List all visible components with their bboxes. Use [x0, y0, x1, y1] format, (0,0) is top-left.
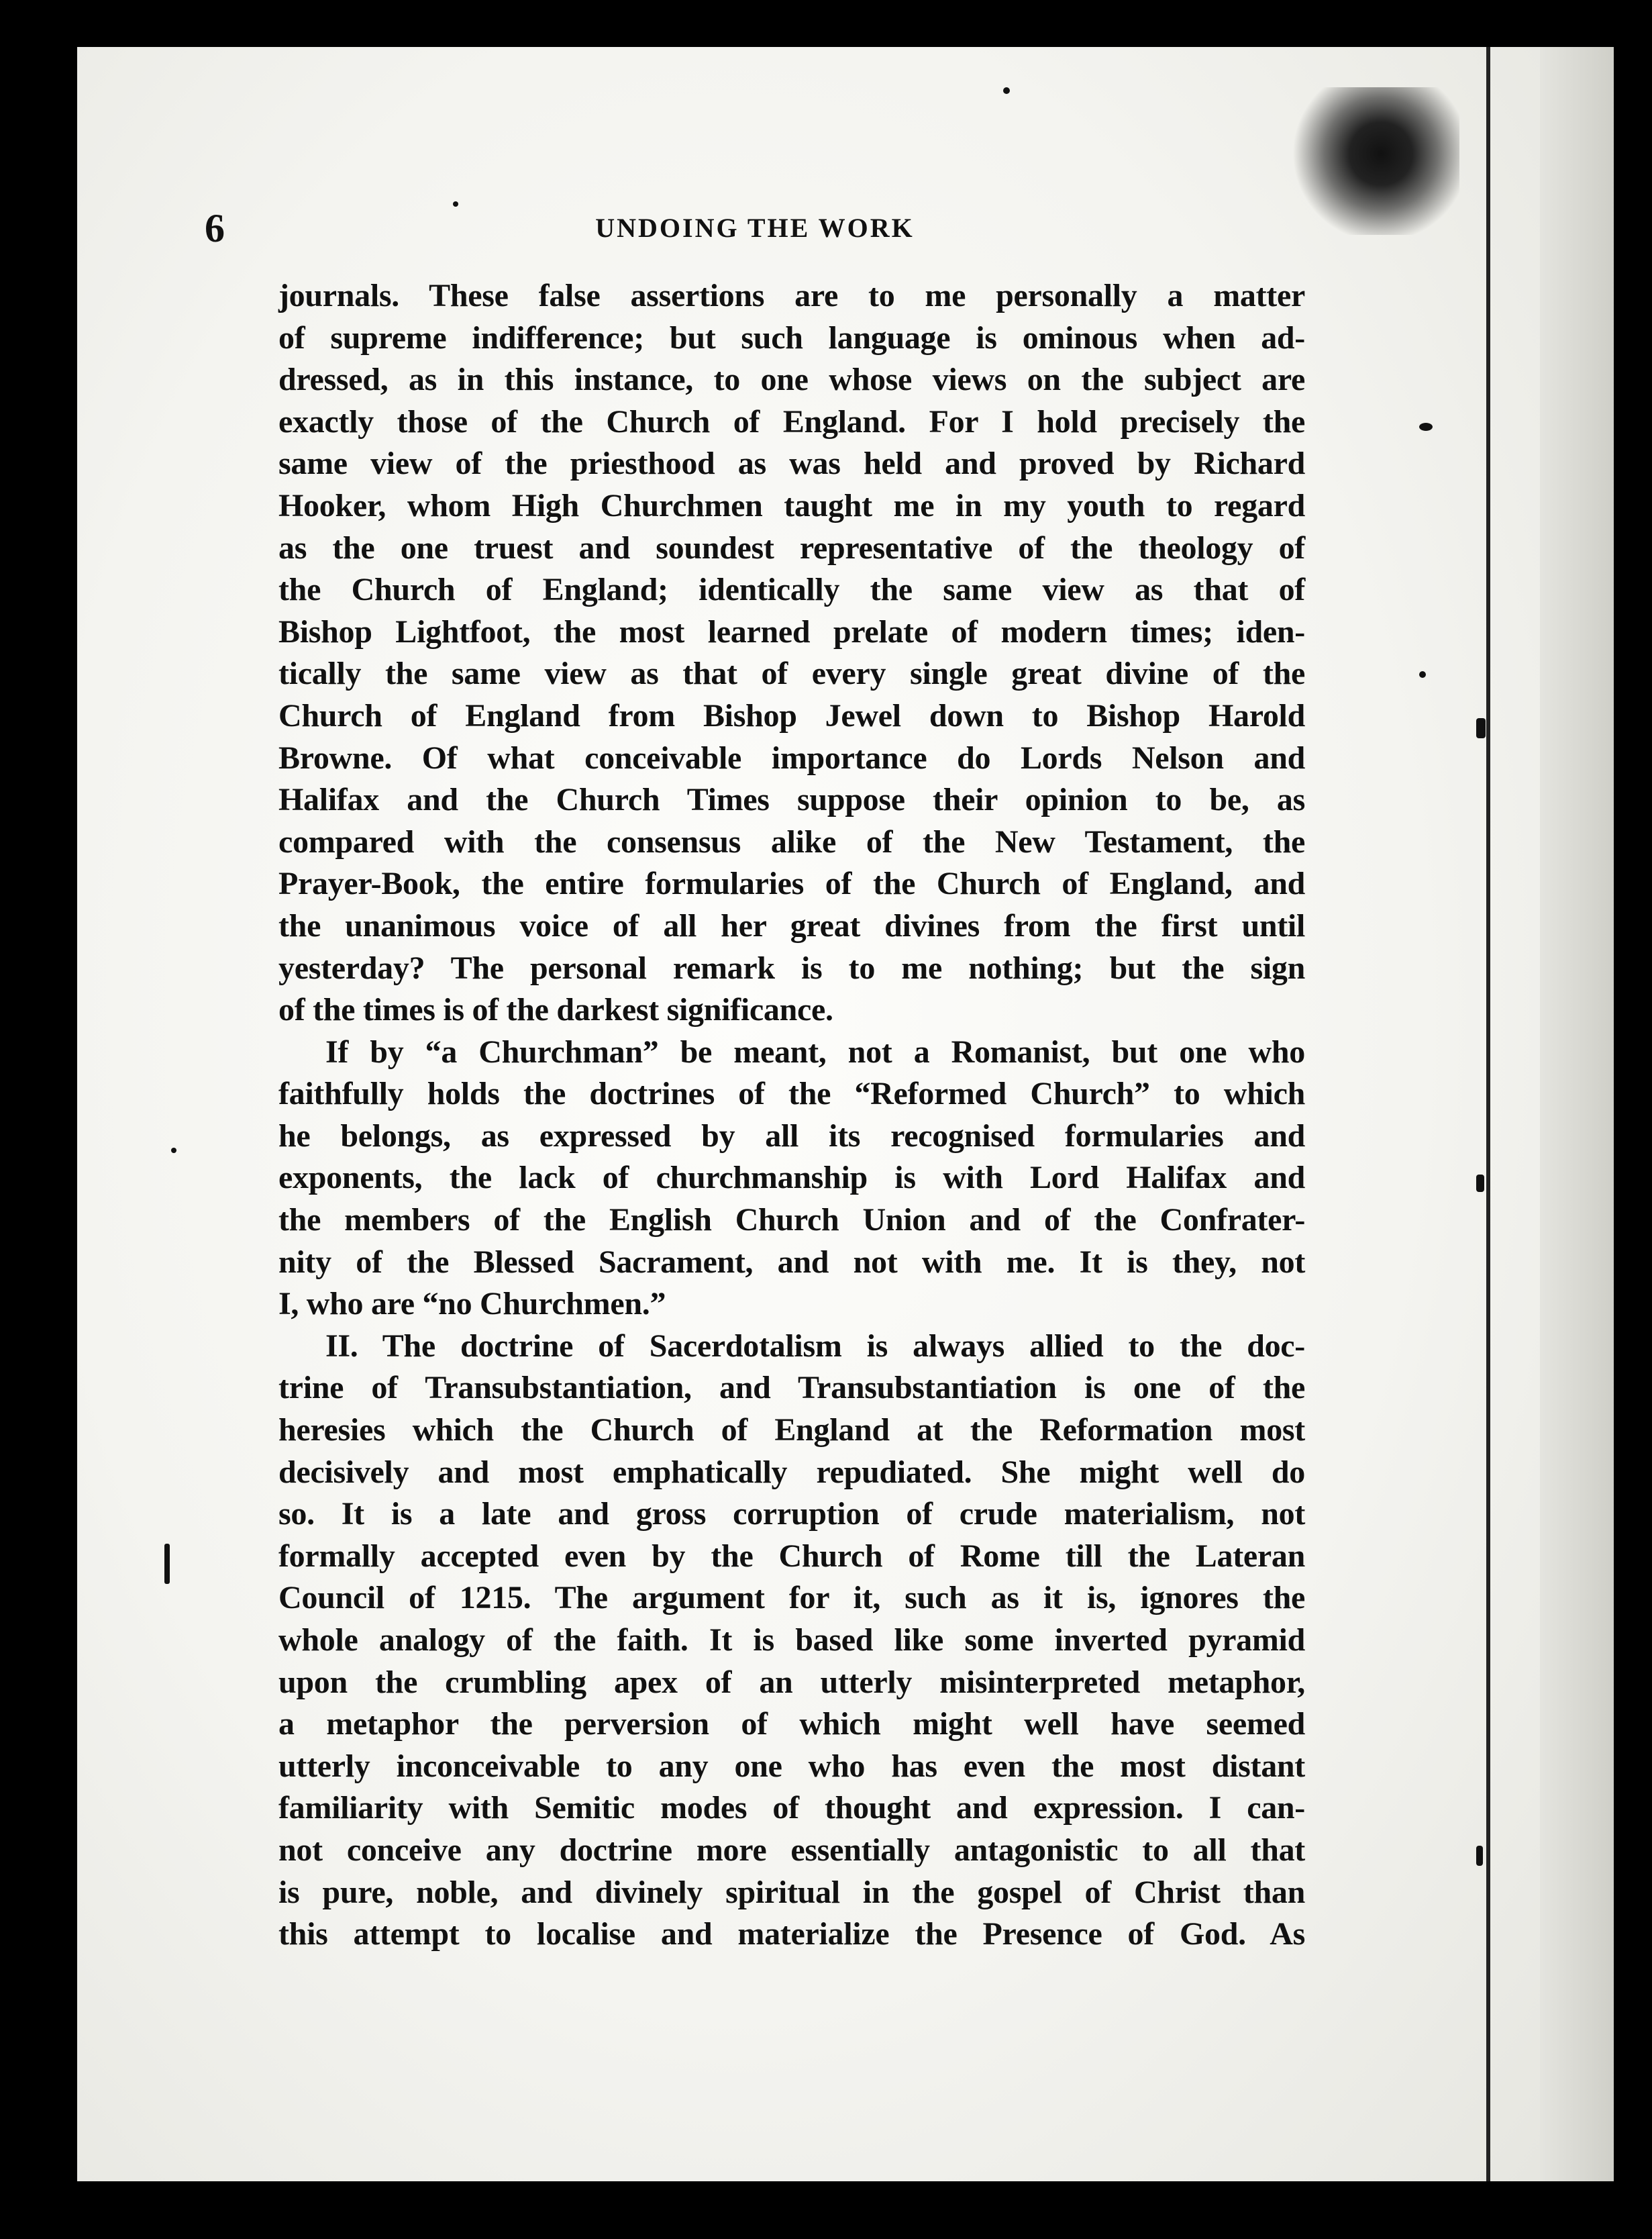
text-line: dressed, as in this instance, to one whose views on the subject are [278, 362, 1305, 398]
scan-border-bottom [0, 2181, 1652, 2239]
text-line: the unanimous voice of all her great divines from the first until [278, 907, 1305, 944]
text-line: faithfully holds the doctrines of the “Reformed Church” to which [278, 1076, 1305, 1112]
text-line: compared with the consensus alike of the New Testament, the [278, 824, 1305, 860]
text-line: of supreme indifference; but such language is ominous when ad- [278, 319, 1305, 356]
speck-mark [1476, 1175, 1484, 1192]
text-line: tically the same view as that of every single great divine of the [278, 656, 1305, 692]
speck-mark [1476, 718, 1486, 738]
speck-mark [1003, 87, 1010, 94]
text-line: Bishop Lightfoot, the most learned prelate of modern times; iden- [278, 613, 1305, 650]
text-line: I, who are “no Churchmen.” [278, 1286, 666, 1322]
text-line: same view of the priesthood as was held and proved by Richard [278, 446, 1305, 482]
text-line: as the one truest and soundest representative of the theology of [278, 530, 1305, 566]
text-line: is pure, noble, and divinely spiritual in the gospel of Christ than [278, 1874, 1305, 1910]
text-line: not conceive any doctrine more essentially antagonistic to all that [278, 1832, 1305, 1868]
speck-mark [1419, 671, 1426, 678]
text-line: Prayer-Book, the entire formularies of the Church of England, and [278, 866, 1305, 902]
text-line: he belongs, as expressed by all its recognised formularies and [278, 1117, 1305, 1154]
text-line: Council of 1215. The argument for it, such as it is, ignores the [278, 1580, 1305, 1616]
gutter-line [1486, 47, 1490, 2181]
text-line: yesterday? The personal remark is to me nothing; but the sign [278, 950, 1305, 986]
text-line: upon the crumbling apex of an utterly misinterpreted metaphor, [278, 1664, 1305, 1700]
speck-mark [1419, 423, 1433, 431]
text-line: II. The doctrine of Sacerdotalism is always allied to the doc- [325, 1328, 1305, 1364]
scan-border-right [1614, 0, 1652, 2239]
text-line: of the times is of the darkest significance. [278, 992, 833, 1028]
text-line: nity of the Blessed Sacrament, and not with me. It is they, not [278, 1244, 1305, 1280]
text-line: formally accepted even by the Church of Rome till the Lateran [278, 1538, 1305, 1574]
text-line: Browne. Of what conceivable importance do Lords Nelson and [278, 740, 1305, 776]
text-line: Church of England from Bishop Jewel down to Bishop Harold [278, 697, 1305, 734]
speck-mark [1476, 1846, 1483, 1866]
page-header [205, 201, 1305, 255]
text-line: familiarity with Semitic modes of thought and expression. I can- [278, 1790, 1305, 1826]
text-line: so. It is a late and gross corruption of crude materialism, not [278, 1496, 1305, 1532]
scan-border-top [0, 0, 1652, 47]
text-line: If by “a Churchman” be meant, not a Romanist, but one who [325, 1034, 1305, 1070]
text-line: the Church of England; identically the same view as that of [278, 572, 1305, 608]
text-line: utterly inconceivable to any one who has even the most distant [278, 1748, 1305, 1784]
speck-mark [171, 1148, 176, 1153]
text-line: Hooker, whom High Churchmen taught me in my youth to regard [278, 487, 1305, 524]
body-text [278, 275, 1305, 1956]
text-line: exponents, the lack of churchmanship is with Lord Halifax and [278, 1160, 1305, 1196]
speck-mark [164, 1544, 170, 1584]
text-line: exactly those of the Church of England. For I hold precisely the [278, 403, 1305, 440]
text-line: Halifax and the Church Times suppose their opinion to be, as [278, 782, 1305, 818]
page-number: 6 [205, 206, 225, 250]
text-line: decisively and most emphatically repudiated. She might well do [278, 1454, 1305, 1490]
text-line: the members of the English Church Union and of the Confrater- [278, 1202, 1305, 1238]
text-line: journals. These false assertions are to me personally a matter [278, 278, 1305, 313]
text-line: heresies which the Church of England at the Reformation most [278, 1412, 1305, 1448]
scan-border-left [0, 0, 77, 2239]
text-line: this attempt to localise and materialize the Presence of God. As [278, 1916, 1305, 1952]
text-line: a metaphor the perversion of which might well have seemed [278, 1706, 1305, 1742]
ink-stain [1285, 87, 1459, 235]
text-line: whole analogy of the faith. It is based like some inverted pyramid [278, 1622, 1305, 1658]
text-line: trine of Transubstantiation, and Transubstantiation is one of the [278, 1370, 1305, 1406]
running-title: UNDOING THE WORK [595, 213, 915, 243]
